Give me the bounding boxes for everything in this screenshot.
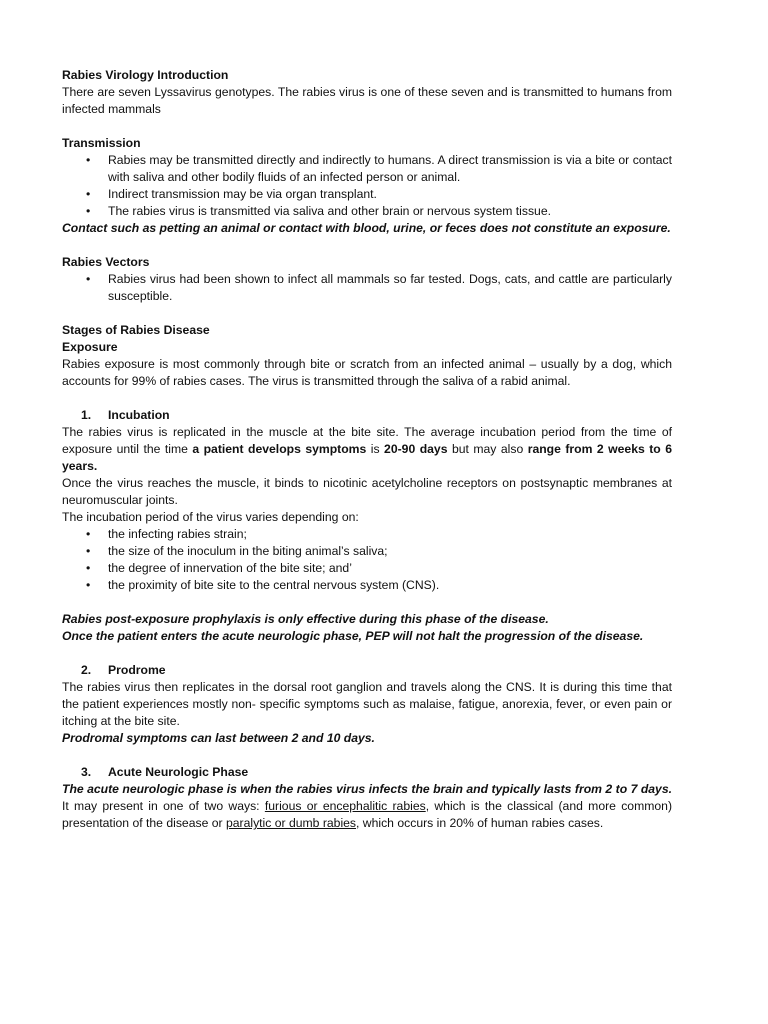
pep-note-2: Once the patient enters the acute neurologic phase, PEP will not halt the progression of the disease. [62, 629, 644, 643]
incubation-number: 1. [81, 408, 92, 422]
list-item: • the size of the inoculum in the biting animal’s saliva; [62, 543, 672, 560]
list-item: • Rabies may be transmitted directly and indirectly to humans. A direct transmission is via a bite or contact with saliva and other bodily fluids of an infected person or animal. [62, 152, 672, 186]
stages-heading: Stages of Rabies Disease [62, 323, 210, 337]
vectors-list [62, 271, 672, 305]
transmission-note: Contact such as petting an animal or contact with blood, urine, or feces does not constitute an exposure. [62, 221, 671, 235]
prodrome-note: Prodromal symptoms can last between 2 and 10 days. [62, 731, 375, 745]
exposure-heading: Exposure [62, 340, 118, 354]
prodrome-title: Prodrome [108, 663, 166, 677]
acute-title: Acute Neurologic Phase [108, 765, 249, 779]
incubation-paragraph-2: Once the virus reaches the muscle, it binds to nicotinic acetylcholine receptors on postsynaptic membranes at neuromuscular joints. [62, 476, 672, 507]
acute-heading [62, 764, 672, 781]
vectors-heading: Rabies Vectors [62, 255, 150, 269]
list-item: • The rabies virus is transmitted via saliva and other brain or nervous system tissue. [62, 203, 672, 220]
transmission-list [62, 152, 672, 220]
intro-paragraph: There are seven Lyssavirus genotypes. The rabies virus is one of these seven and is transmitted to humans from infected mammals [62, 85, 672, 116]
acute-paragraph: The acute neurologic phase is when the rabies virus infects the brain and typically lasts from 2 to 7 days. It may present in one of two ways: furious or encephalitic rabies, which is the classical (and more common) presentation of the disease or paralytic or dumb rabies, which occurs in 20% of human rabies cases. [62, 782, 673, 830]
transmission-heading: Transmission [62, 136, 141, 150]
intro-heading: Rabies Virology Introduction [62, 68, 229, 82]
prodrome-paragraph: The rabies virus then replicates in the dorsal root ganglion and travels along the CNS. It is during this time that the patient experiences mostly non- specific symptoms such as malaise, fatigue, anorexia, fever, or even pain or itching at the bite site. [62, 680, 672, 728]
list-item: • Indirect transmission may be via organ transplant. [62, 186, 672, 203]
incubation-paragraph-1: The rabies virus is replicated in the muscle at the bite site. The average incubation period from the time of exposure until the time a patient develops symptoms is 20-90 days but may also range from 2 weeks to 6 years. [62, 425, 672, 473]
document-body [62, 67, 672, 832]
list-item: • the proximity of bite site to the central nervous system (CNS). [62, 577, 672, 594]
exposure-paragraph: Rabies exposure is most commonly through bite or scratch from an infected animal – usually by a dog, which accounts for 99% of rabies cases. The virus is transmitted through the saliva of a rabid animal. [62, 357, 672, 388]
list-item: • the infecting rabies strain; [62, 526, 672, 543]
incubation-heading [62, 407, 672, 424]
pep-note-1: Rabies post-exposure prophylaxis is only effective during this phase of the disease. [62, 612, 549, 626]
prodrome-number: 2. [81, 663, 92, 677]
list-item: • Rabies virus had been shown to infect all mammals so far tested. Dogs, cats, and cattle are particularly susceptible. [62, 271, 672, 305]
prodrome-heading [62, 662, 672, 679]
incubation-paragraph-3: The incubation period of the virus varies depending on: [62, 510, 359, 524]
list-item: • the degree of innervation of the bite site; and’ [62, 560, 672, 577]
acute-number: 3. [81, 765, 92, 779]
incubation-title: Incubation [108, 408, 170, 422]
incubation-factors-list [62, 526, 672, 594]
